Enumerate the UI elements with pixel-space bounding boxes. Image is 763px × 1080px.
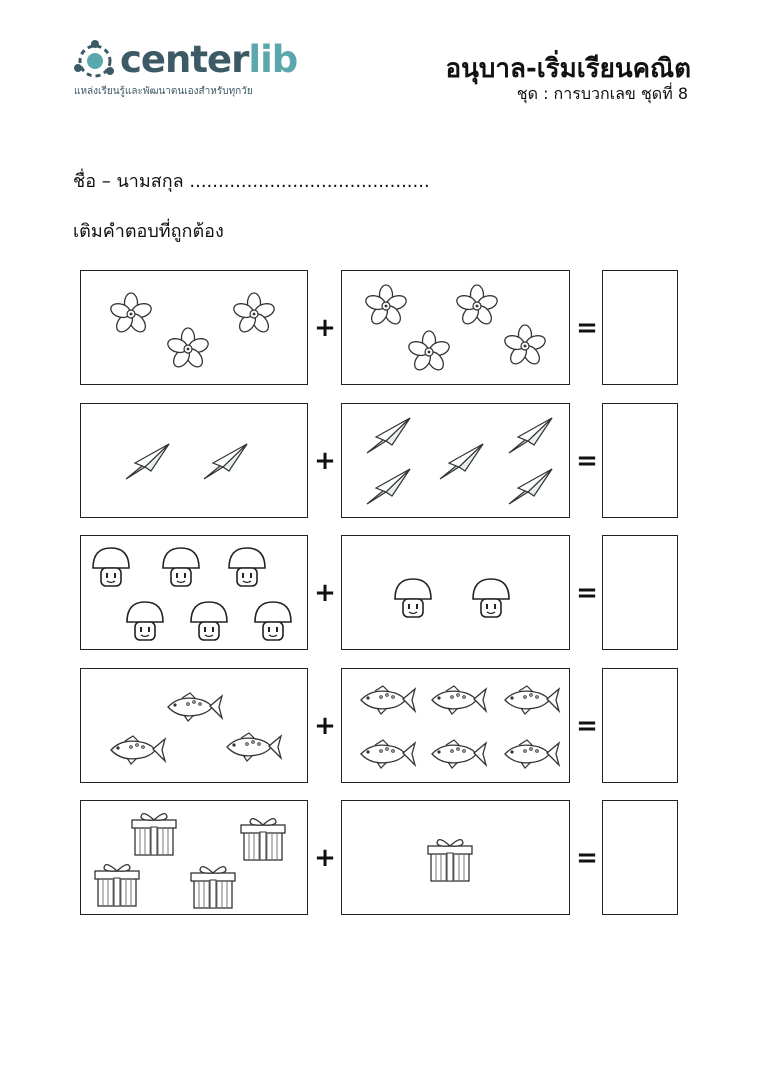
- paper-plane-icon: [506, 466, 554, 508]
- instruction-text: เติมคำตอบที่ถูกต้อง: [73, 221, 224, 242]
- logo-wordmark: centerlib: [120, 38, 298, 81]
- fish-icon: [355, 684, 417, 716]
- page-subtitle: ชุด : การบวกเลข ชุดที่ 8: [516, 84, 688, 103]
- left-addend-box: [80, 800, 308, 915]
- gift-box-icon: [189, 862, 237, 910]
- right-addend-box: [341, 535, 570, 650]
- plus-sign: +: [314, 445, 336, 476]
- fish-icon: [355, 738, 417, 770]
- plus-sign: +: [314, 312, 336, 343]
- mushroom-icon: [252, 600, 294, 642]
- mushroom-icon: [470, 577, 512, 619]
- mushroom-icon: [124, 600, 166, 642]
- mushroom-icon: [188, 600, 230, 642]
- plus-sign: +: [314, 577, 336, 608]
- left-addend-box: [80, 270, 308, 385]
- equals-sign: =: [576, 710, 598, 741]
- equals-sign: =: [576, 577, 598, 608]
- equals-sign: =: [576, 445, 598, 476]
- gift-box-icon: [93, 860, 141, 908]
- equals-sign: =: [576, 312, 598, 343]
- flower-icon: [109, 292, 153, 336]
- flower-icon: [166, 327, 210, 371]
- right-addend-box: [341, 800, 570, 915]
- mushroom-icon: [392, 577, 434, 619]
- right-addend-box: [341, 270, 570, 385]
- paper-plane-icon: [437, 441, 485, 483]
- answer-box[interactable]: [602, 535, 678, 650]
- centerlib-logo: [72, 36, 302, 100]
- right-addend-box: [341, 668, 570, 783]
- paper-plane-icon: [364, 466, 412, 508]
- fish-icon: [499, 684, 561, 716]
- fish-icon: [162, 691, 224, 723]
- fish-icon: [105, 734, 167, 766]
- fish-icon: [221, 731, 283, 763]
- gift-box-icon: [239, 814, 287, 862]
- paper-plane-icon: [506, 415, 554, 457]
- equals-sign: =: [576, 842, 598, 873]
- answer-box[interactable]: [602, 270, 678, 385]
- gift-box-icon: [130, 809, 178, 857]
- plus-sign: +: [314, 710, 336, 741]
- logo-tagline: แหล่งเรียนรู้และพัฒนาตนเองสำหรับทุกวัย: [74, 86, 253, 97]
- paper-plane-icon: [123, 441, 171, 483]
- flower-icon: [364, 284, 408, 328]
- fish-icon: [426, 684, 488, 716]
- flower-icon: [455, 284, 499, 328]
- left-addend-box: [80, 535, 308, 650]
- fish-icon: [499, 738, 561, 770]
- name-field[interactable]: ชื่อ – นามสกุล ..........................................: [73, 171, 430, 192]
- paper-plane-icon: [201, 441, 249, 483]
- page-title: อนุบาล-เริ่มเรียนคณิต: [445, 54, 691, 84]
- right-addend-box: [341, 403, 570, 518]
- mushroom-icon: [90, 546, 132, 588]
- left-addend-box: [80, 403, 308, 518]
- gift-box-icon: [426, 835, 474, 883]
- mushroom-icon: [160, 546, 202, 588]
- answer-box[interactable]: [602, 668, 678, 783]
- flower-icon: [407, 330, 451, 374]
- fish-icon: [426, 738, 488, 770]
- answer-box[interactable]: [602, 800, 678, 915]
- left-addend-box: [80, 668, 308, 783]
- paper-plane-icon: [364, 415, 412, 457]
- mushroom-icon: [226, 546, 268, 588]
- answer-box[interactable]: [602, 403, 678, 518]
- flower-icon: [503, 324, 547, 368]
- flower-icon: [232, 292, 276, 336]
- plus-sign: +: [314, 842, 336, 873]
- logo-mark-icon: [72, 38, 118, 84]
